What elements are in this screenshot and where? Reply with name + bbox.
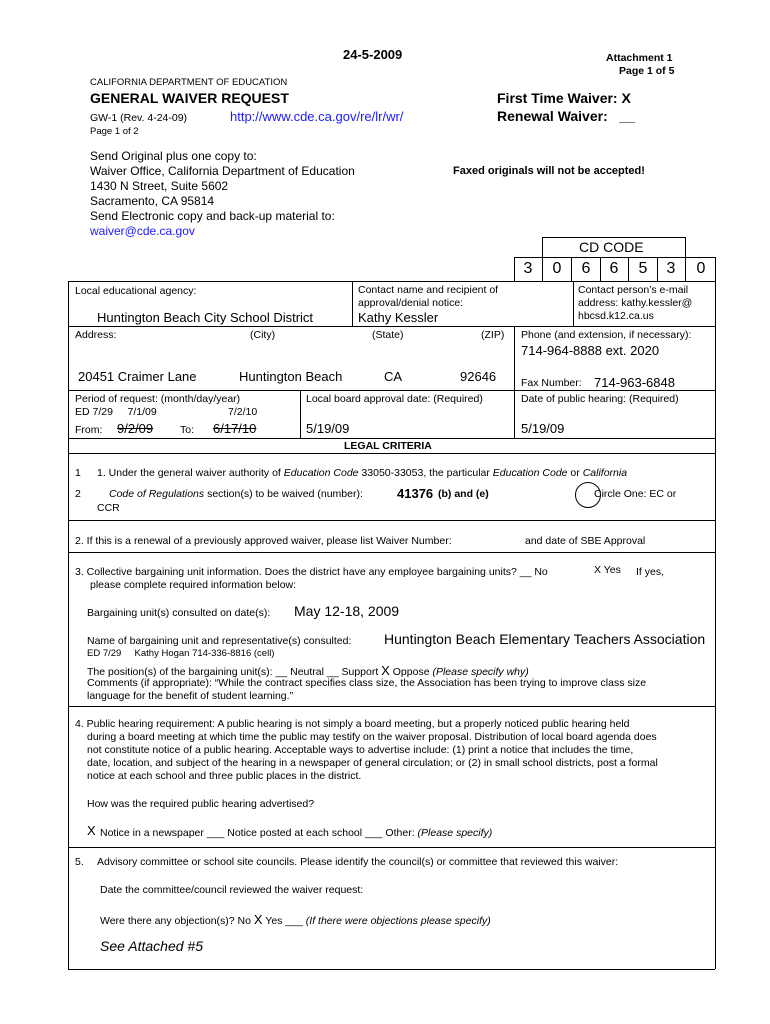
city-address: Sacramento, CA 95814 <box>90 194 215 208</box>
lea-label: Local educational agency: <box>75 285 197 297</box>
comments-line1: Comments (if appropriate): “While the contract specifies class size, the Association has been trying to improve class size <box>87 677 647 689</box>
phone-value: 714-964-8888 ext. 2020 <box>521 343 660 358</box>
first-time-waiver: First Time Waiver: X <box>497 90 631 106</box>
cd-code-digit: 3 <box>523 260 533 277</box>
comments-line2: language for the benefit of student learning.” <box>87 690 294 702</box>
item4-line1: 4. Public hearing requirement: A public hearing is not simply a board meeting, but a properly noticed public hearing held <box>75 718 630 730</box>
send-electronic-label: Send Electronic copy and back-up material to: <box>90 209 335 223</box>
item5-text: Advisory committee or school site councils. Please identify the council(s) or committee that reviewed this waiver: <box>97 856 619 868</box>
street-value: 20451 Craimer Lane <box>78 369 197 384</box>
email-label-line2: address: kathy.kessler@ <box>578 297 693 309</box>
item5-number: 5. <box>75 856 84 868</box>
item3-line1: 3. Collective bargaining unit information. Does the district have any employee bargaining units? __ No <box>75 566 548 578</box>
units-value: May 12-18, 2009 <box>294 603 400 619</box>
item5-objections: Were there any objection(s)? No X Yes ___ (If there were objections please specify) <box>100 912 491 927</box>
contact-label-line2: approval/denial notice: <box>358 297 464 309</box>
rep-label: Name of bargaining unit and representative(s) consulted: <box>87 635 352 647</box>
item4-line5: notice at each school and three public places in the district. <box>87 770 362 782</box>
board-approval-label: Local board approval date: (Required) <box>306 393 483 405</box>
faxed-note: Faxed originals will not be accepted! <box>453 165 645 177</box>
from-label: From: <box>75 424 103 436</box>
item3-yes: X Yes <box>594 564 621 576</box>
ccr-label: CCR <box>97 502 120 514</box>
hearing-date-value: 5/19/09 <box>521 421 565 436</box>
contact-name-value: Kathy Kessler <box>358 310 439 325</box>
code-section-suffix: (b) and (e) <box>438 488 489 500</box>
cd-code-digit: 6 <box>609 260 619 277</box>
waiver-office-address: Waiver Office, California Department of Education <box>90 164 355 178</box>
item4-options: Notice in a newspaper ___ Notice posted at each school ___ Other: (Please specify) <box>100 827 493 839</box>
form-page-of: Page 1 of 2 <box>90 126 139 137</box>
cd-code-digit: 0 <box>552 260 562 277</box>
rep-value: Huntington Beach Elementary Teachers Association <box>384 631 706 647</box>
send-original-label: Send Original plus one copy to: <box>90 149 257 163</box>
hearing-date-label: Date of public hearing: (Required) <box>521 393 679 405</box>
item2-text: 2. If this is a renewal of a previously approved waiver, please list Waiver Number: <box>75 535 452 547</box>
fax-label: Fax Number: <box>521 377 582 389</box>
item1-text: 1. Under the general waiver authority of Education Code 33050-33053, the particular Education Code or California <box>97 467 628 479</box>
form-title: GENERAL WAIVER REQUEST <box>90 90 289 106</box>
email-label-line3: hbcsd.k12.ca.us <box>578 310 654 322</box>
to-label: To: <box>180 424 195 436</box>
line-number: 1 <box>75 467 81 479</box>
street-address: 1430 N Street, Suite 5602 <box>90 179 229 193</box>
item5-date-label: Date the committee/council reviewed the waiver request: <box>100 884 364 896</box>
lea-value: Huntington Beach City School District <box>97 310 314 325</box>
item4-x-mark: X <box>87 823 96 838</box>
cd-code-digit: 6 <box>581 260 591 277</box>
circle-one-label: Circle One: EC or <box>594 488 677 500</box>
item3-if-yes: If yes, <box>636 566 665 578</box>
zip-label: (ZIP) <box>481 329 505 341</box>
form-number: GW-1 (Rev. 4-24-09) <box>90 112 188 124</box>
period-label: Period of request: (month/day/year) <box>75 393 241 405</box>
address-label: Address: <box>75 329 117 341</box>
document-date: 24-5-2009 <box>343 47 403 62</box>
item3-line2: please complete required information below: <box>90 579 297 591</box>
renewal-waiver: Renewal Waiver: __ <box>497 108 635 124</box>
legal-criteria-heading: LEGAL CRITERIA <box>344 440 432 452</box>
rep-handwritten: ED 7/29 Kathy Hogan 714-336-8816 (cell) <box>87 648 275 659</box>
cd-code-digit: 0 <box>696 260 706 277</box>
position-line: The position(s) of the bargaining unit(s): __ Neutral __ Support X Oppose (Please specify why) <box>87 663 529 678</box>
department-name: CALIFORNIA DEPARTMENT OF EDUCATION <box>90 77 288 88</box>
cd-code-digit: 3 <box>666 260 676 277</box>
cd-code-label: CD CODE <box>579 239 644 255</box>
item4-line2: during a board meeting at which time the public may testify on the waiver proposal. Distribution of local board agenda does <box>87 731 657 743</box>
fax-value: 714-963-6848 <box>594 375 675 390</box>
item4-line4: date, location, and subject of the hearing in a newspaper of general circulation; or (2) in small school districts, post a formal <box>87 757 658 769</box>
see-attached: See Attached #5 <box>100 938 204 954</box>
board-approval-value: 5/19/09 <box>306 421 350 436</box>
zip-value: 92646 <box>460 369 497 384</box>
attachment-label: Attachment 1 <box>606 52 673 64</box>
cd-code-digit: 5 <box>638 260 648 277</box>
state-label: (State) <box>372 329 404 341</box>
page-of-label: Page 1 of 5 <box>619 65 675 77</box>
city-label: (City) <box>250 329 276 341</box>
period-handwritten-from: ED 7/29 7/1/09 <box>75 406 157 418</box>
waiver-url-link[interactable]: http://www.cde.ca.gov/re/lr/wr/ <box>230 109 404 124</box>
item4-question: How was the required public hearing advertised? <box>87 798 315 810</box>
item1b-text: Code of Regulations section(s) to be waived (number): <box>109 488 363 500</box>
code-section-value: 41376 <box>397 486 434 501</box>
contact-label-line1: Contact name and recipient of <box>358 284 499 296</box>
item2-date-label: and date of SBE Approval <box>525 535 646 547</box>
from-value: 9/2/09 <box>117 421 154 436</box>
city-value: Huntington Beach <box>239 369 343 384</box>
period-handwritten-to: 7/2/10 <box>228 406 258 418</box>
item4-line3: not constitute notice of a public hearing. Acceptable ways to advertise include: (1) print a notice that includes the time, <box>87 744 634 756</box>
units-label: Bargaining unit(s) consulted on date(s): <box>87 607 271 619</box>
state-value: CA <box>384 369 403 384</box>
to-value: 6/17/10 <box>213 421 257 436</box>
line-number: 2 <box>75 488 81 500</box>
waiver-email-link[interactable]: waiver@cde.ca.gov <box>90 224 195 238</box>
email-label-line1: Contact person’s e-mail <box>578 284 689 296</box>
phone-label: Phone (and extension, if necessary): <box>521 329 692 341</box>
